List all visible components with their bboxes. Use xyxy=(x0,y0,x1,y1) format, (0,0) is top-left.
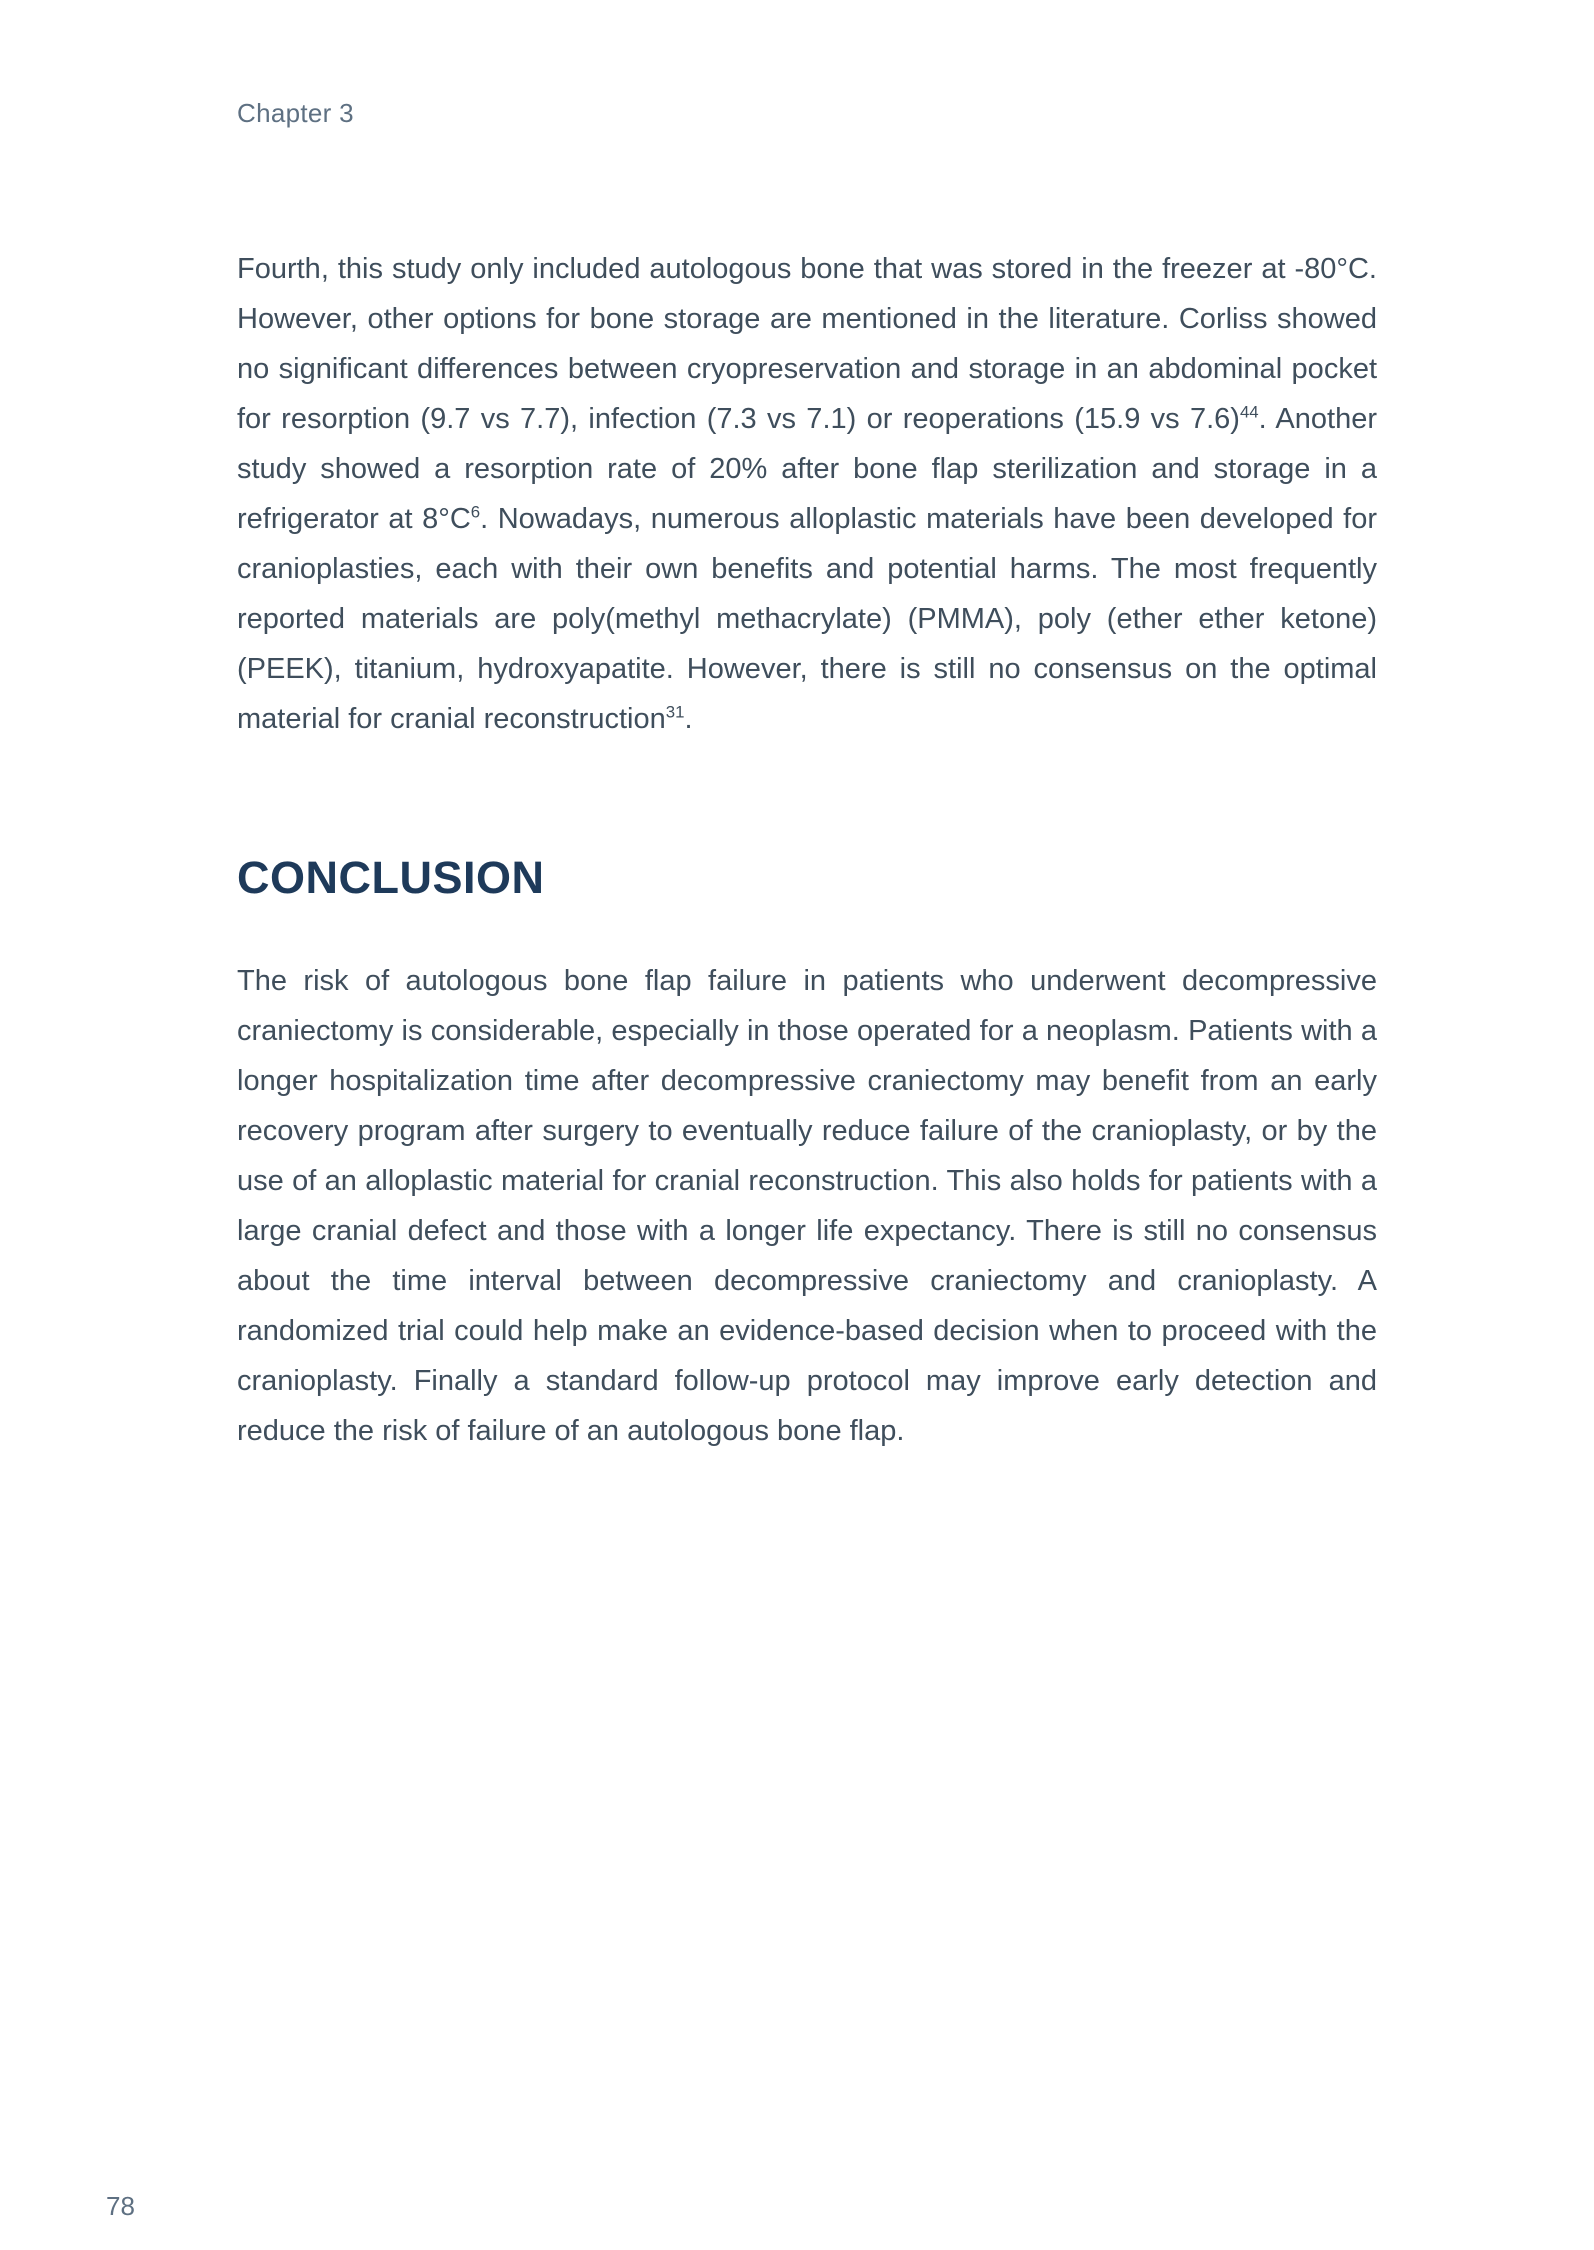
paragraph-text: . xyxy=(684,703,693,735)
paragraph-text: . Nowadays, numerous alloplastic materials have been developed for cranioplasties, each with their own benefits and potential harms. The most frequently reported materials are poly(methyl methacrylate) (PMMA), poly (ether ether ketone) (PEEK), titanium, hydroxyapatite. However, there is still no consensus on the optimal material for cranial reconstruction xyxy=(237,503,1377,735)
reference-superscript-44: 44 xyxy=(1239,402,1259,422)
page-content xyxy=(237,244,1377,1456)
reference-superscript-6: 6 xyxy=(470,502,481,522)
paragraph-text: Fourth, this study only included autologous bone that was stored in the freezer at -80°C. However, other options for bone storage are mentioned in the literature. Corliss showed no significant differences between cryopreservation and storage in an abdominal pocket for resorption (9.7 vs 7.7), infection (7.3 vs 7.1) or reoperations (15.9 vs 7.6) xyxy=(237,253,1377,435)
paragraph-text: . Another study showed a resorption rate of 20% after bone flap sterilization and storage in a refrigerator at 8°C xyxy=(237,403,1377,535)
paragraph-bone-storage xyxy=(237,244,1377,744)
running-header-chapter: Chapter 3 xyxy=(237,98,354,128)
page-number: 78 xyxy=(106,2191,135,2221)
paragraph-conclusion: The risk of autologous bone flap failure in patients who underwent decompressive craniectomy is considerable, especially in those operated for a neoplasm. Patients with a longer hospitalization time after decompressive craniectomy may benefit from an early recovery program after surgery to eventually reduce failure of the cranioplasty, or by the use of an alloplastic material for cranial reconstruction. This also holds for patients with a large cranial defect and those with a longer life expectancy. There is still no consensus about the time interval between decompressive craniectomy and cranioplasty. A randomized trial could help make an evidence-based decision when to proceed with the cranioplasty. Finally a standard follow-up protocol may improve early detection and reduce the risk of failure of an autologous bone flap. xyxy=(237,965,1377,1447)
reference-superscript-31: 31 xyxy=(665,702,685,722)
conclusion-heading: CONCLUSION xyxy=(237,852,545,903)
